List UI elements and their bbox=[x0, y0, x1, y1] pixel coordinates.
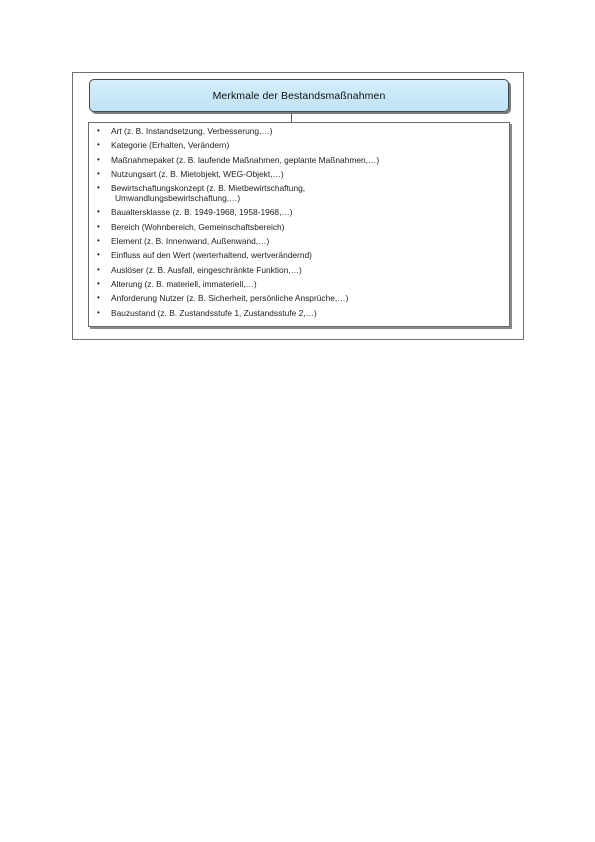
bullet-icon: • bbox=[97, 250, 100, 260]
list-item-text: Einfluss auf den Wert (werterhaltend, wertverändernd) bbox=[111, 250, 312, 261]
list-item-text: Auslöser (z. B. Ausfall, eingeschränkte Funktion,…) bbox=[111, 264, 302, 275]
list-item-text: Bereich (Wohnbereich, Gemeinschaftsbereich) bbox=[111, 221, 285, 232]
title-box bbox=[89, 79, 509, 112]
list-item-text: Bewirtschaftungskonzept (z. B. Mietbewirtschaftung, bbox=[111, 183, 306, 194]
list-item bbox=[96, 126, 503, 136]
list-item-text: Maßnahmepaket (z. B. laufende Maßnahmen, geplante Maßnahmen,…) bbox=[111, 154, 380, 165]
list-item bbox=[96, 293, 503, 303]
list-item-text: Nutzungsart (z. B. Mietobjekt, WEG-Objekt,…) bbox=[111, 168, 284, 179]
list-item bbox=[96, 183, 503, 203]
list-item-text-continued: Umwandlungsbewirtschaftung,…) bbox=[115, 193, 241, 204]
bullet-icon: • bbox=[97, 207, 100, 217]
list-item bbox=[96, 222, 503, 232]
list-item-text: Alterung (z. B. materiell, immateriell,…) bbox=[111, 278, 257, 289]
list-item bbox=[96, 140, 503, 150]
bullet-icon: • bbox=[97, 140, 100, 150]
bullet-icon: • bbox=[97, 264, 100, 274]
bullet-icon: • bbox=[97, 236, 100, 246]
diagram-frame bbox=[72, 72, 524, 340]
diagram-title: Merkmale der Bestandsmaßnahmen bbox=[212, 89, 386, 102]
list-item-text: Baualtersklasse (z. B. 1949-1968, 1958-1968,…) bbox=[111, 207, 293, 218]
list-item bbox=[96, 169, 503, 179]
list-item bbox=[96, 250, 503, 260]
connector-line bbox=[291, 114, 292, 122]
bullet-icon: • bbox=[97, 126, 100, 135]
feature-list-box bbox=[88, 122, 510, 327]
bullet-icon: • bbox=[97, 307, 100, 317]
list-item bbox=[96, 236, 503, 246]
list-item-text: Element (z. B. Innenwand, Außenwand,…) bbox=[111, 236, 270, 247]
list-item-text: Art (z. B. Instandsetzung, Verbesserung,…) bbox=[111, 126, 273, 136]
list-item bbox=[96, 207, 503, 217]
list-item-text: Anforderung Nutzer (z. B. Sicherheit, persönliche Ansprüche,…) bbox=[111, 293, 349, 304]
feature-list bbox=[96, 126, 503, 318]
bullet-icon: • bbox=[97, 293, 100, 303]
bullet-icon: • bbox=[97, 168, 100, 178]
bullet-icon: • bbox=[97, 154, 100, 164]
list-item-text: Bauzustand (z. B. Zustandsstufe 1, Zustandsstufe 2,…) bbox=[111, 307, 317, 318]
list-item bbox=[96, 265, 503, 275]
list-item-text: Kategorie (Erhalten, Verändern) bbox=[111, 140, 230, 151]
bullet-icon: • bbox=[97, 183, 100, 193]
bullet-icon: • bbox=[97, 278, 100, 288]
list-item bbox=[96, 308, 503, 318]
bullet-icon: • bbox=[97, 221, 100, 231]
list-item bbox=[96, 155, 503, 165]
list-item bbox=[96, 279, 503, 289]
